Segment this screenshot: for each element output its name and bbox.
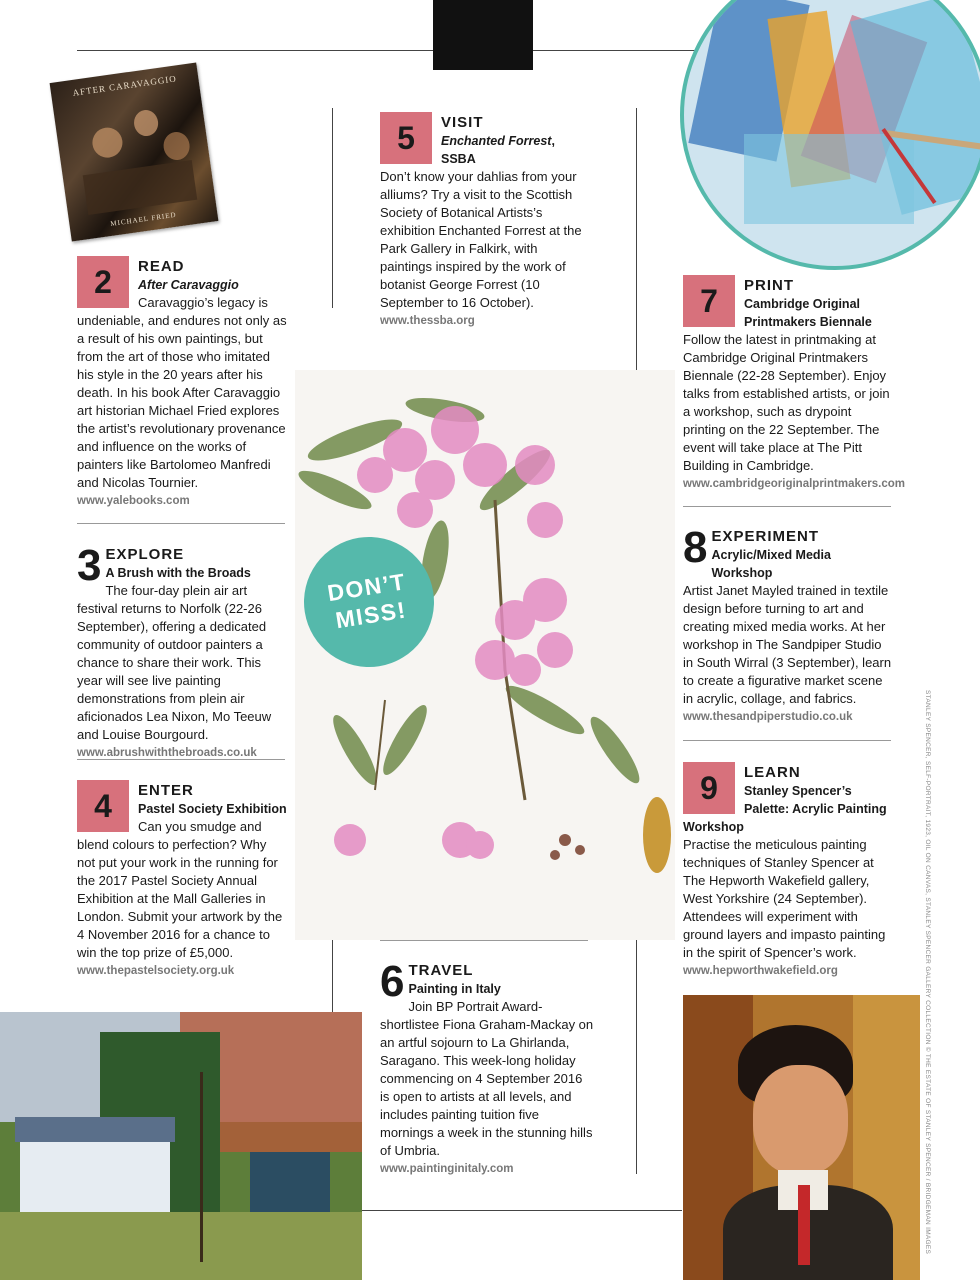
item-print-number: 7: [683, 275, 735, 327]
plein-air-landscape-image: [0, 1012, 362, 1280]
item-explore-body: The four-day plein air art festival returns to Norfolk (22-26 September), offering a dedicated community of outdoor painters a chance to share their work. This year will see live painting demonstrations from plein air aficionados Lea Nixon, Mo Teeuw and Louise Bourgourd.: [77, 583, 272, 742]
item-read-subtitle: After Caravaggio: [138, 278, 239, 292]
item-travel-body: Join BP Portrait Award-shortlistee Fiona Graham-Mackay on an artful sojourn to La Ghirlanda, Saragano. This week-long holiday commencing on 4 September 2016 is open to artists at all levels, and includes painting tuition five mornings a week in the stunning hills of Umbria.: [380, 999, 594, 1158]
item-experiment-subtitle: Acrylic/Mixed Media Workshop: [711, 548, 831, 580]
book-cover-image: [50, 62, 219, 241]
item-visit-category: VISIT: [441, 114, 484, 131]
item-explore-number: 3: [77, 541, 102, 590]
rule-after-print: [683, 506, 891, 507]
item-read-number: 2: [77, 256, 129, 308]
item-travel-link[interactable]: www.paintinginitaly.com: [380, 1163, 514, 1175]
item-print-subtitle: Cambridge Original Printmakers Biennale: [744, 297, 872, 329]
item-visit-body: Don’t know your dahlias from your alliums? Try a visit to the Scottish Society of Botanical Artists’s exhibition Enchanted Forrest at the Park Gallery in Falkirk, with paintings inspired by the work of botanist George Forrest (10 September to 16 October).: [380, 169, 582, 310]
item-learn-number: 9: [683, 762, 735, 814]
item-learn-category: LEARN: [744, 764, 801, 781]
item-enter-subtitle: Pastel Society Exhibition: [138, 802, 287, 816]
item-enter-body: Can you smudge and blend colours to perfection? Why not put your work in the running for the 2017 Pastel Society Annual Exhibition at the Mall Galleries in London. Submit your artwork by the 4 November 2016 for a chance to win the top prize of £5,000.: [77, 819, 283, 960]
book-cover-title: AFTER CARAVAGGIO: [72, 73, 178, 98]
rule-after-experiment: [683, 740, 891, 741]
item-enter: [77, 780, 287, 980]
bottom-rule: [362, 1210, 682, 1211]
item-experiment-category: EXPERIMENT: [711, 528, 819, 545]
item-print-category: PRINT: [744, 277, 794, 294]
item-read-category: READ: [138, 258, 185, 275]
item-learn-link[interactable]: www.hepworthwakefield.org: [683, 965, 838, 977]
item-explore-subtitle: A Brush with the Broads: [105, 566, 251, 580]
stanley-spencer-portrait-image: [683, 995, 920, 1280]
item-travel: [380, 957, 595, 1178]
item-enter-category: ENTER: [138, 782, 194, 799]
item-explore: [77, 541, 287, 762]
rule-before-travel: [380, 940, 588, 941]
item-explore-category: EXPLORE: [105, 546, 185, 563]
item-experiment-link[interactable]: www.thesandpiperstudio.co.uk: [683, 711, 853, 723]
book-cover-author: MICHAEL FRIED: [109, 210, 177, 228]
item-visit-link[interactable]: www.thessba.org: [380, 315, 475, 327]
badge-line-2: MISS!: [333, 596, 409, 634]
item-read: [77, 256, 287, 510]
item-visit-subtitle-title: Enchanted Forrest: [441, 134, 552, 148]
column-rule-left-top: [332, 108, 333, 308]
item-learn-body: Practise the meticulous painting techniques of Stanley Spencer at The Hepworth Wakefield gallery, West Yorkshire (24 September). Attendees will experiment with ground layers and impasto painting in the spirit of Spencer’s work.: [683, 837, 886, 960]
badge-line-1: DON’T: [325, 568, 408, 607]
item-print: [683, 275, 905, 493]
item-travel-number: 6: [380, 957, 405, 1006]
item-enter-link[interactable]: www.thepastelsociety.org.uk: [77, 965, 235, 977]
item-read-body: Caravaggio’s legacy is undeniable, and endures not only as a result of his own paintings, but from the art of those who imitated his style in the 20 years after his death. In his book After Caravaggio art historian Michael Fried explores the artist’s revolutionary provenance and influence on the works of painters like Bartolomeo Manfredi and Nicolas Tournier.: [77, 295, 287, 490]
item-print-link[interactable]: www.cambridgeoriginalprintmakers.com: [683, 478, 905, 490]
top-rule-left: [77, 50, 433, 51]
item-enter-number: 4: [77, 780, 129, 832]
item-experiment: [683, 523, 895, 726]
item-print-body: Follow the latest in printmaking at Cambridge Original Printmakers Biennale (22-28 September). Enjoy talks from established artists, or join a workshop, such as drypoint printing on the 22 September. The event will take place at The Pitt Building in Cambridge.: [683, 332, 890, 473]
item-travel-category: TRAVEL: [408, 962, 474, 979]
item-visit: [380, 112, 590, 330]
printmaking-circle-image: [680, 0, 980, 270]
image-credit-text: STANLEY SPENCER, SELF-PORTRAIT, 1923, OIL ON CANVAS, STANLEY SPENCER GALLERY COLLECTION © THE ESTATE OF STANLEY SPENCER / BRIDGEMAN IMAGES: [924, 690, 931, 1255]
item-learn-subtitle: Stanley Spencer’s Palette: Acrylic Painting Workshop: [683, 784, 887, 834]
item-read-link[interactable]: www.yalebooks.com: [77, 495, 190, 507]
rule-after-read: [77, 523, 285, 524]
item-explore-link[interactable]: www.abrushwiththebroads.co.uk: [77, 747, 257, 759]
top-rule-right: [533, 50, 703, 51]
item-learn: [683, 762, 895, 980]
image-credit: [921, 690, 931, 1255]
item-visit-subtitle-org: , SSBA: [441, 134, 555, 166]
item-experiment-number: 8: [683, 523, 708, 572]
item-visit-number: 5: [380, 112, 432, 164]
section-tag-label: THE DIARY: [439, 73, 527, 89]
section-tag: [433, 0, 533, 89]
item-travel-subtitle: Painting in Italy: [408, 982, 501, 996]
item-experiment-body: Artist Janet Mayled trained in textile design before turning to art and creating mixed media works. At her workshop in The Sandpiper Studio in South Wirral (3 September), learn to create a figurative market scene in acrylic, collage, and fabrics.: [683, 583, 892, 706]
